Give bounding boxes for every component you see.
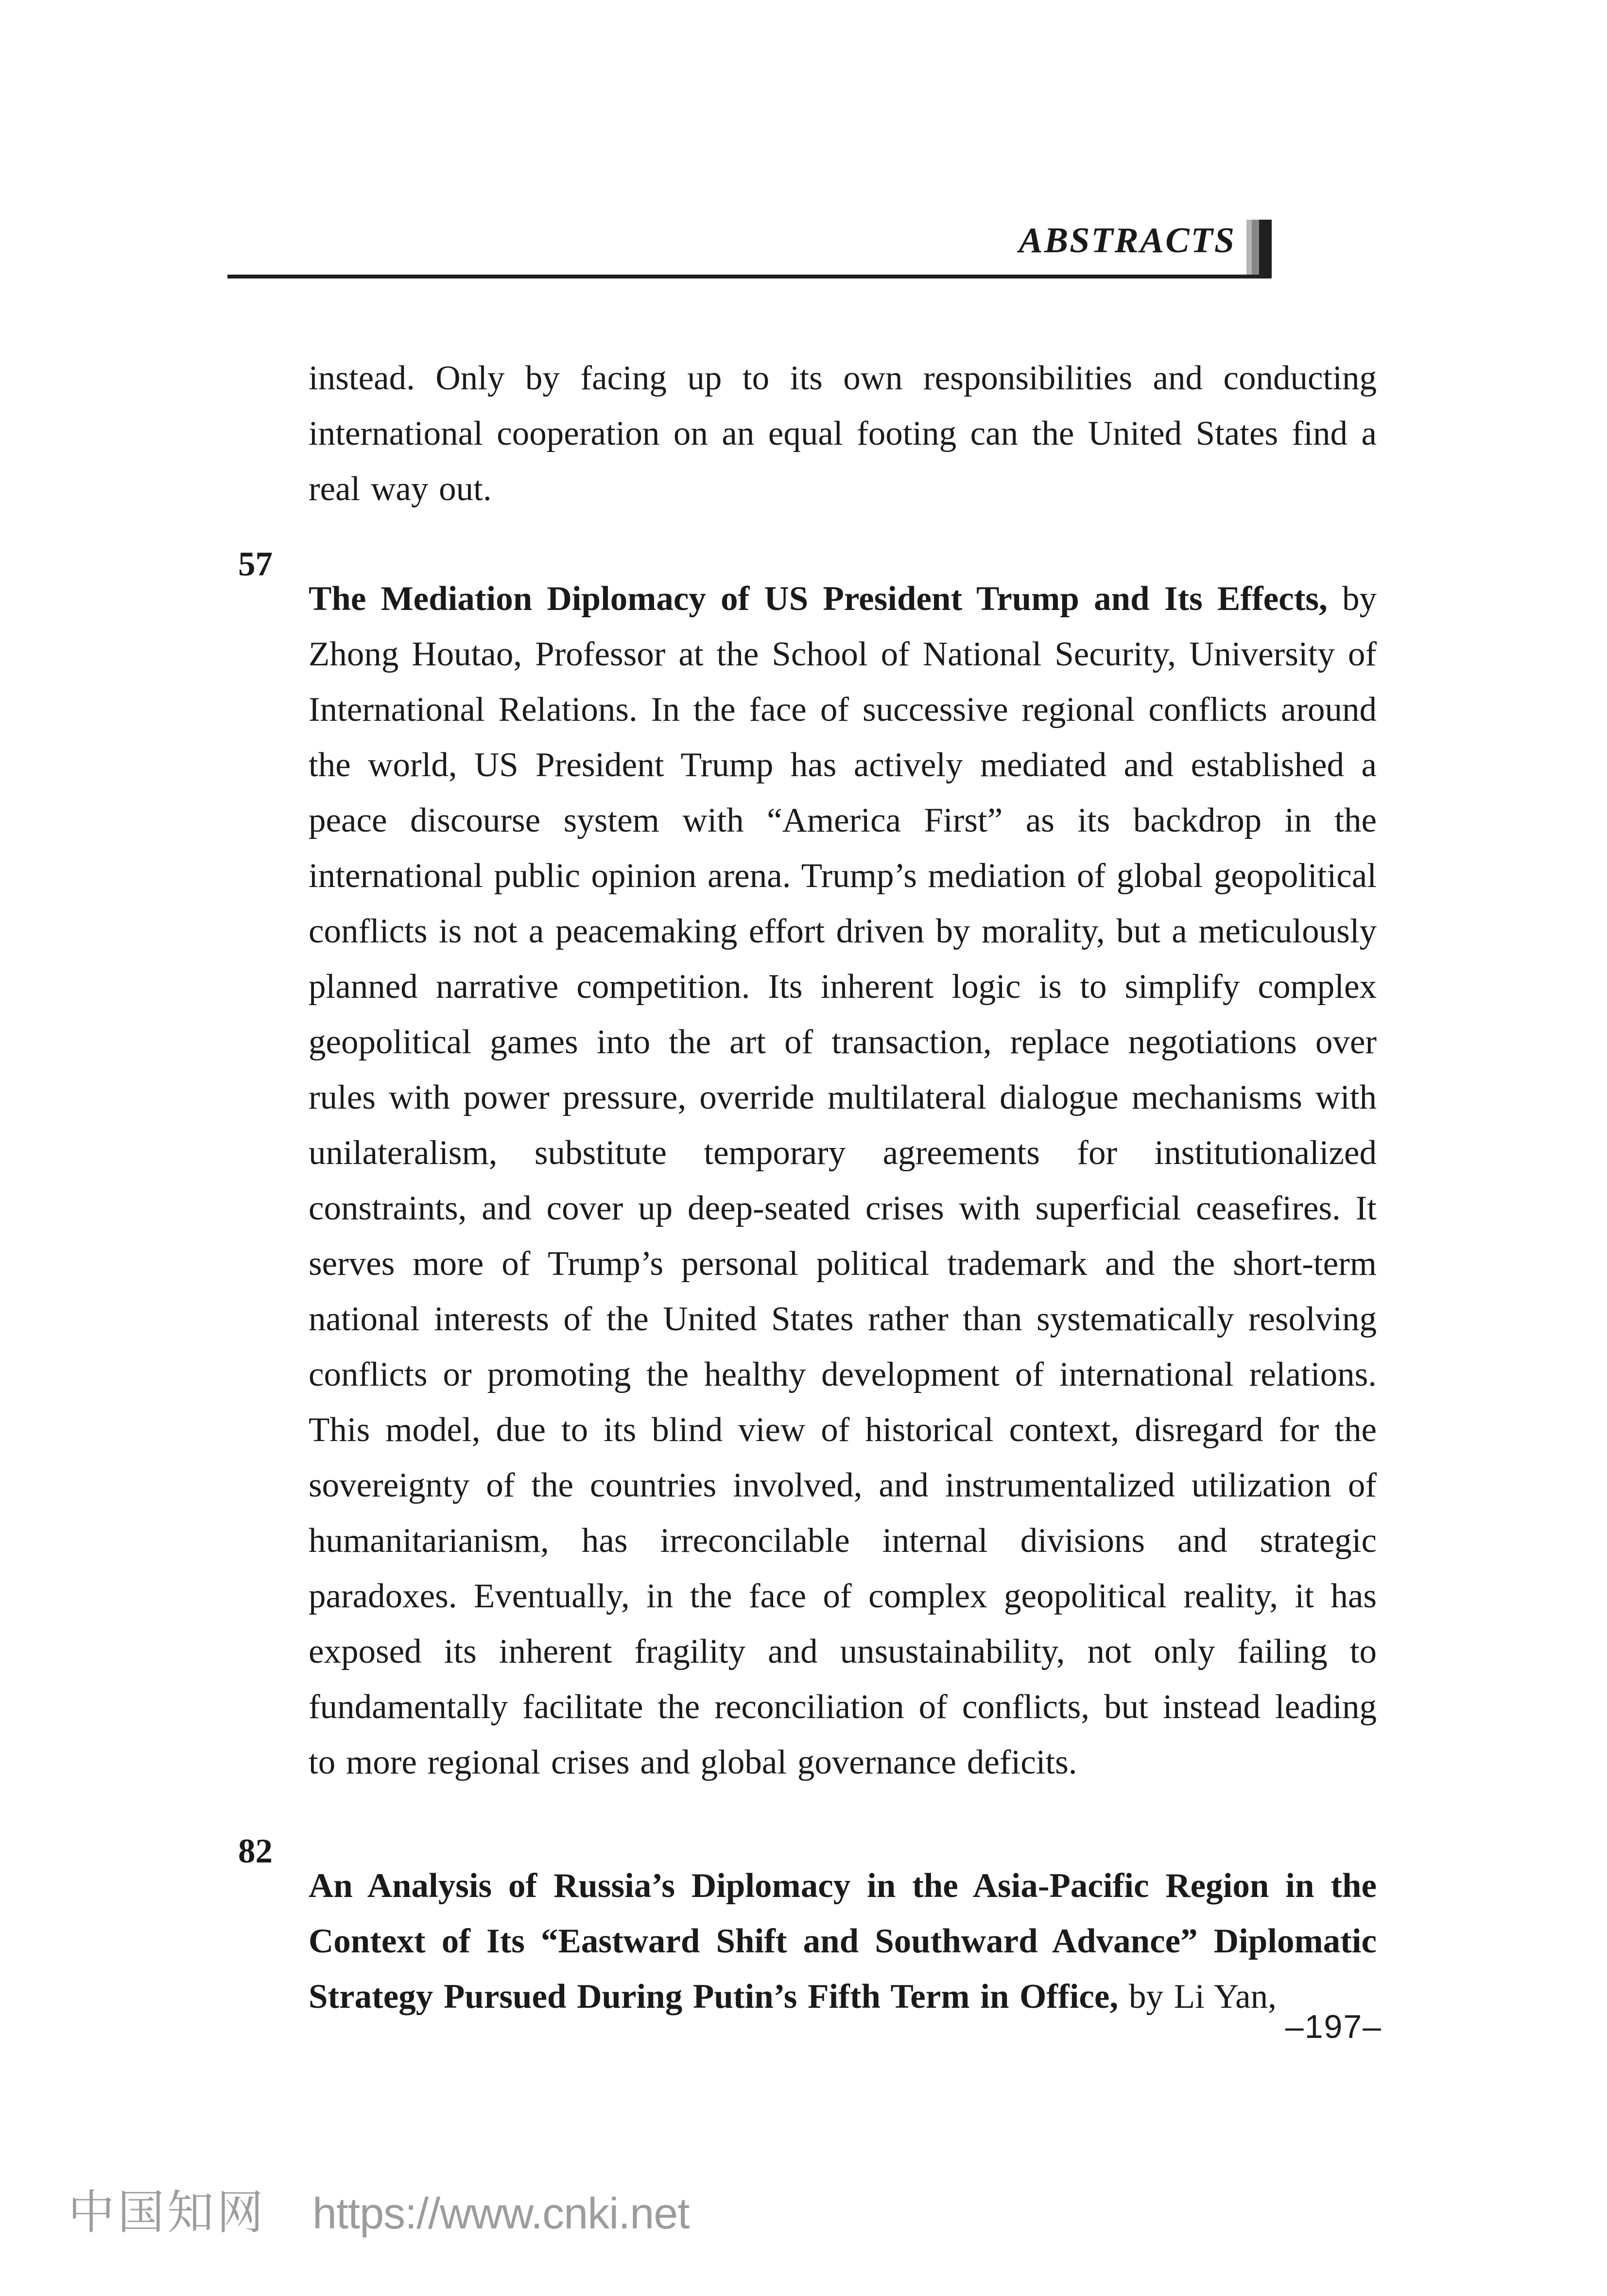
cnki-footer [68, 2187, 690, 2239]
abstract-entry-57 [238, 537, 1377, 1825]
page-number: –197– [1285, 2008, 1382, 2045]
header-bar-light [1246, 220, 1252, 278]
header-corner-bars-icon [1246, 220, 1272, 278]
abstract-text [309, 571, 1377, 1790]
abstract-body: by Li Yan, [1128, 1978, 1277, 2016]
page-header-title: ABSTRACTS [1019, 221, 1236, 261]
header-bar-dark [1259, 220, 1272, 278]
continuation-paragraph: instead. Only by facing up to its own responsibilities and conducting international cooperation on an equal footing can the United States find a real way out. [309, 359, 1377, 508]
abstract-title: The Mediation Diplomacy of US President Trump and Its Effects, [309, 580, 1328, 618]
abstract-body: by Zhong Houtao, Professor at the School of National Security, University of International Relations. In the face of successive regional conflicts around the world, US President Trump has actively mediated and established a peace discourse system with “America First” as its backdrop in the international public opinion arena. Trump’s mediation of global geopolitical conflicts is not a peacemaking effort driven by morality, but a meticulously planned narrative competition. Its inherent logic is to simplify complex geopolitical games into the art of transaction, replace negotiations over rules with power pressure, override multilateral dialogue mechanisms with unilateralism, substitute temporary agreements for institutionalized constraints, and cover up deep-seated crises with superficial ceasefires. It serves more of Trump’s personal political trademark and the short-term national interests of the United States rather than systematically resolving conflicts or promoting the healthy development of international relations. This model, due to its blind view of historical context, disregard for the sovereignty of the countries involved, and instrumentalized utilization of humanitarianism, has irreconcilable internal divisions and strategic paradoxes. Eventually, in the face of complex geopolitical reality, it has exposed its inherent fragility and unsustainability, not only failing to fundamentally facilitate the reconciliation of conflicts, but instead leading to more regional crises and global governance deficits. [309, 580, 1377, 1781]
cnki-brand: 中国知网 [68, 2187, 266, 2239]
cnki-url: https://www.cnki.net [312, 2190, 690, 2238]
header-rule [227, 275, 1271, 278]
abstract-number: 57 [238, 545, 273, 583]
abstract-number: 82 [238, 1832, 273, 1870]
abstract-text [309, 1858, 1377, 2024]
abstract-entry-82 [238, 1824, 1377, 2059]
abstract-title: An Analysis of Russia’s Diplomacy in the Asia-Pacific Region in the Context of Its “Eastward Shift and Southward Advance” Diplomatic Strategy Pursued During Putin’s Fifth Term in Office, [309, 1867, 1377, 2016]
header-bar-mid [1252, 220, 1259, 278]
